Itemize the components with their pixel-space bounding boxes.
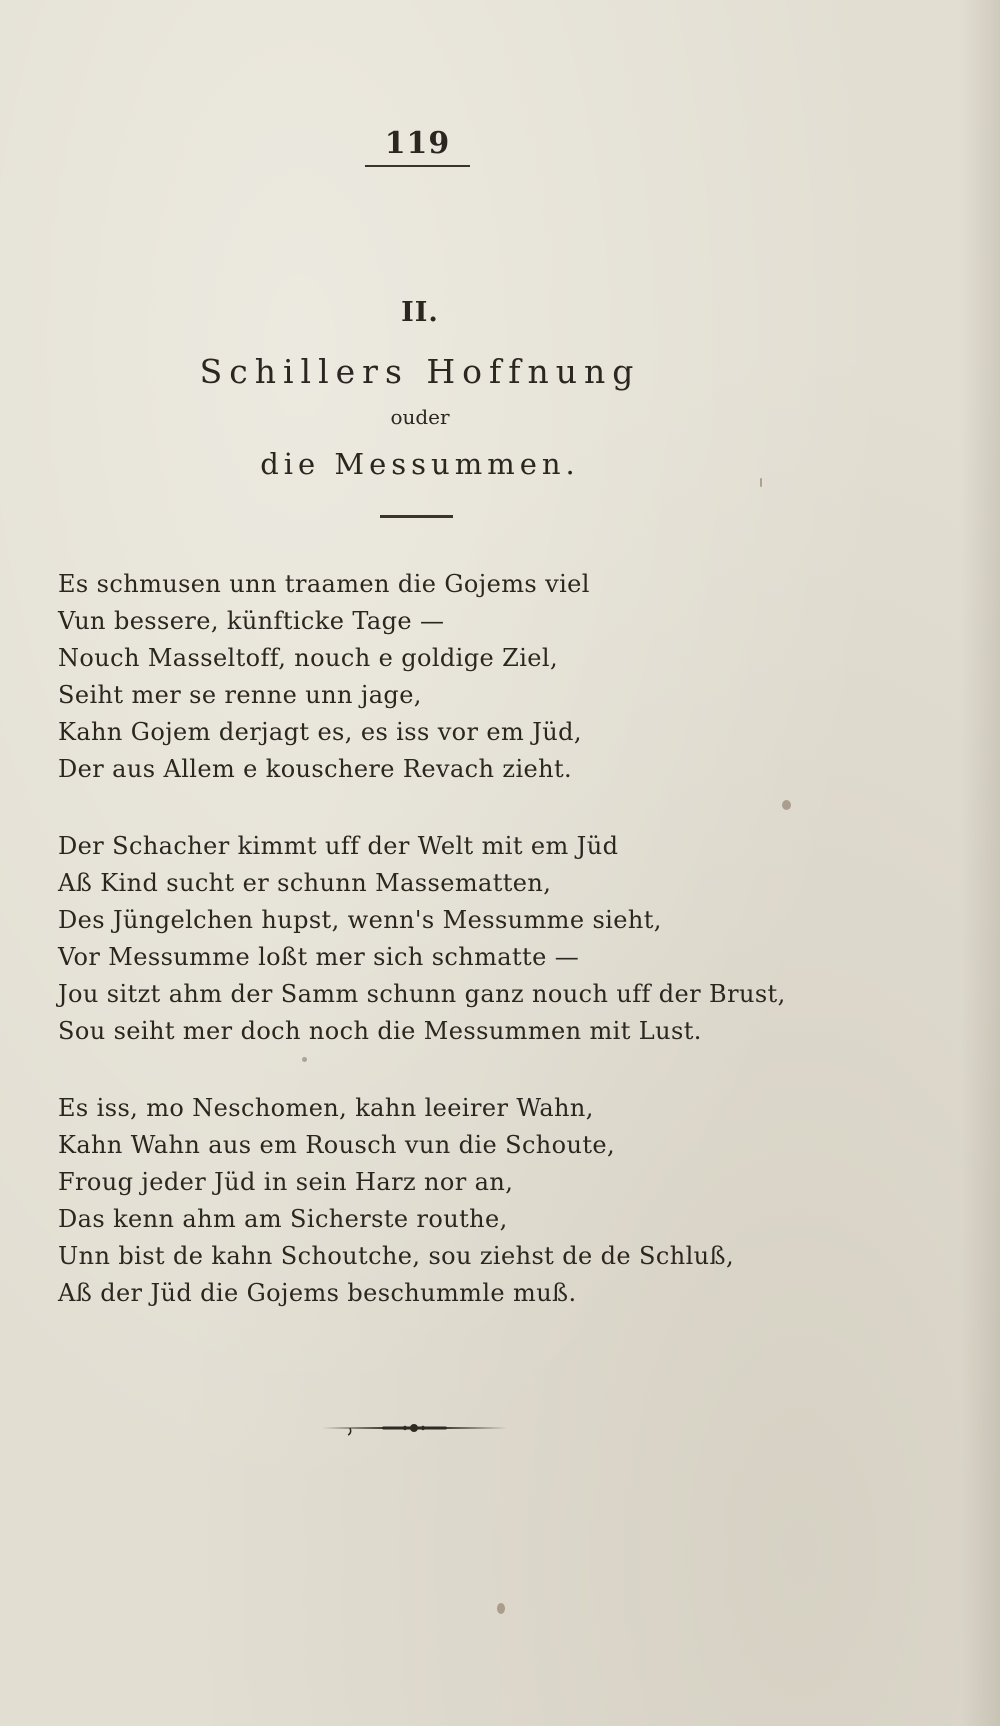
stanza-1 xyxy=(58,566,938,788)
section-numeral: II. xyxy=(401,297,439,328)
title-conjunction: ouder xyxy=(390,405,450,429)
verse-line: Kahn Gojem derjagt es, es iss vor em Jüd, xyxy=(58,718,582,746)
verse-line: Aß der Jüd die Gojems beschummle muß. xyxy=(58,1279,577,1307)
page-gutter-shadow xyxy=(960,0,1000,1726)
verse-line: Nouch Masseltoff, nouch e goldige Ziel, xyxy=(58,644,558,672)
paper-speck xyxy=(760,478,762,487)
poem-subtitle: die Messummen. xyxy=(260,447,580,481)
verse-line: Seiht mer se renne unn jage, xyxy=(58,681,422,709)
paper-speck xyxy=(782,800,791,810)
heading-rule xyxy=(380,515,453,518)
paper-speck xyxy=(497,1603,505,1614)
verse-line: Jou sitzt ahm der Samm schunn ganz nouch uff der Brust, xyxy=(58,980,786,1008)
verse-line: Es schmusen unn traamen die Gojems viel xyxy=(58,570,590,598)
stanza-3 xyxy=(58,1090,938,1312)
paper-speck xyxy=(302,1057,307,1062)
verse-line: Das kenn ahm am Sicherste routhe, xyxy=(58,1205,508,1233)
verse-line: Aß Kind sucht er schunn Massematten, xyxy=(58,869,552,897)
page-number-rule xyxy=(365,165,470,167)
poem-body xyxy=(58,566,938,1352)
verse-line: Vor Messumme loßt mer sich schmatte — xyxy=(58,943,580,971)
verse-line: Froug jeder Jüd in sein Harz nor an, xyxy=(58,1168,514,1196)
ornament-divider xyxy=(322,1420,507,1436)
verse-line: Vun bessere, künfticke Tage — xyxy=(58,607,445,635)
verse-line: Der Schacher kimmt uff der Welt mit em Jüd xyxy=(58,832,619,860)
verse-line: Der aus Allem e kouschere Revach zieht. xyxy=(58,755,573,783)
stanza-2 xyxy=(58,828,938,1050)
poem-title: Schillers Hoffnung xyxy=(199,352,641,391)
page-number: 119 xyxy=(384,126,451,161)
verse-line: Des Jüngelchen hupst, wenn's Messumme sieht, xyxy=(58,906,662,934)
verse-line: Es iss, mo Neschomen, kahn leeirer Wahn, xyxy=(58,1094,594,1122)
verse-line: Kahn Wahn aus em Rousch vun die Schoute, xyxy=(58,1131,616,1159)
verse-line: Sou seiht mer doch noch die Messummen mit Lust. xyxy=(58,1017,702,1045)
verse-line: Unn bist de kahn Schoutche, sou ziehst de de Schluß, xyxy=(58,1242,734,1270)
